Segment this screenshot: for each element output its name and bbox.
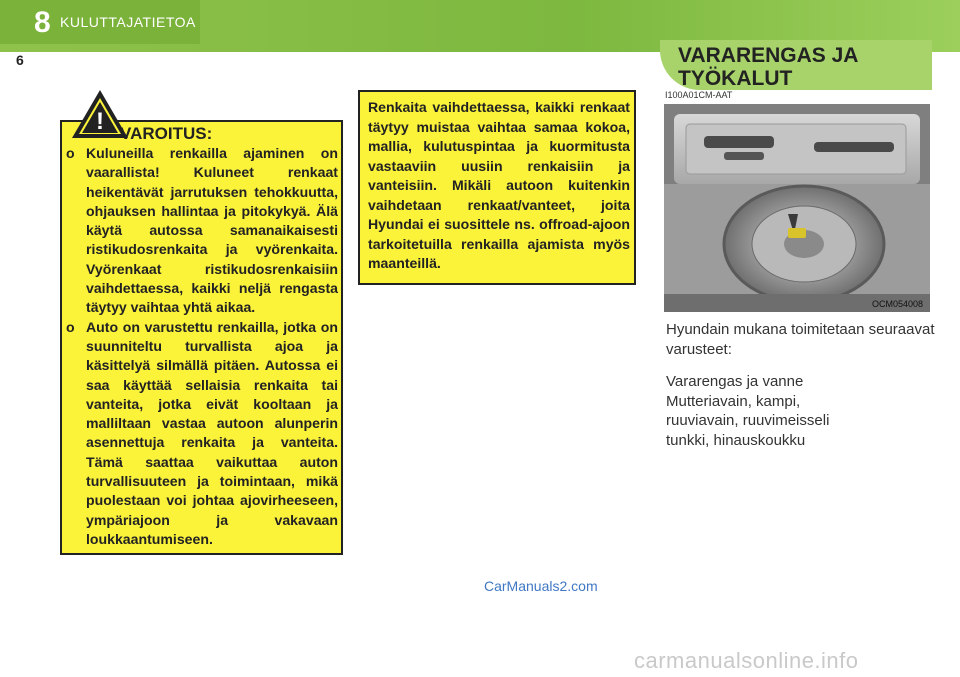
warning-bullet: o [66,145,75,161]
warning-bullet: o [66,318,75,335]
warning-title: VAROITUS: [120,124,213,143]
warning-list [66,144,338,549]
note-text: Renkaita vaihdettaessa, kaikki renkaat täytyy muistaa vaihtaa samaa kokoa, mallia, kulutuspintaa ja kuormitusta vastaaviin uusiin renkaisiin ja vanteisiin. Mikäli autoon kuitenkin vaihdetaan renkaat/vanteet, joita Hyundai ei suosittele ns. offroad-ajoon tarkoitetuilla renkailla ajamista myös maanteillä. [368,99,630,271]
chapter-title: KULUTTAJATIETOA [60,14,196,30]
spare-tire-trunk-photo [664,104,930,312]
section-title-line2: TYÖKALUT [678,67,793,90]
photo-code: OCM054008 [872,299,924,309]
list-item: Vararengas ja vanne [666,373,804,390]
body-intro: Hyundain mukana toimitetaan seuraavat varusteet: [666,321,935,358]
list-item: Mutteriavain, kampi, [666,392,801,410]
watermark-link[interactable]: CarManuals2.com [484,578,598,594]
svg-text:!: ! [96,108,104,135]
page-number: 6 [16,52,24,68]
warning-item [66,144,338,318]
list-item: ruuviavain, ruuvimeisseli [666,412,830,429]
warning-text: Auto on varustettu renkailla, jotka on suunniteltu turvallista ajoa ja käsittelyä silmällä pitäen. Autossa ei saa käyttää sellaisia renkaita tai vanteita, jotka eivät kooltaan ja malliltaan vastaa autoon alunperin asennettuja renkaita ja vanteita. Tämä saattaa vaikuttaa auton turvallisuuteen ja toimintaan, mikä puolestaan voi johtaa ajovirheeseen, ympäriajoon ja vakavaan loukkaantumiseen. [86,318,338,547]
section-title [678,44,938,90]
chapter-number: 8 [34,6,51,39]
watermark-corner: carmanualsonline.info [634,648,859,673]
list-item: tunkki, hinauskoukku [666,431,806,449]
warning-text: Kuluneilla renkailla ajaminen on vaarallista! Kuluneet renkaat heikentävät jarrutuksen tehokkuutta, ohjauksen hallintaa ja pitokykyä. Älä käytä autossa samanaikaisesti ristikudosrenkaita ja vyörenkaita. Vyörenkaat ristikudosrenkaisiin vaihdettaessa, kaikki neljä rengasta täytyy vaihtaa yhtä aikaa. [86,145,338,316]
warning-item [66,318,338,550]
spare-tire-illustration [664,104,930,312]
section-code: I100A01CM-AAT [665,90,733,100]
section-title-line1: VARARENGAS JA [678,44,859,67]
equipment-list [666,372,936,450]
